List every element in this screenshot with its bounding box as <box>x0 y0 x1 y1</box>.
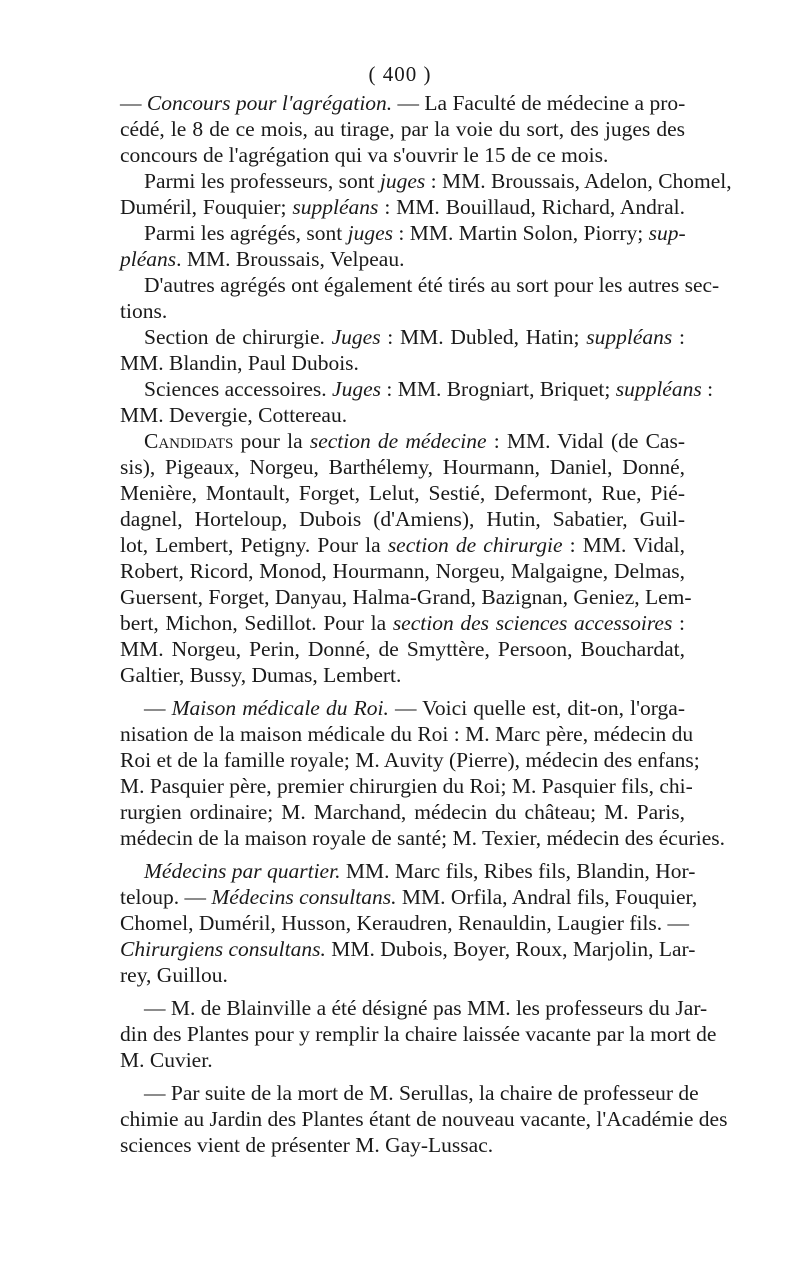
text-line <box>120 825 725 851</box>
text-line <box>120 558 685 584</box>
text-segment: : MM. Martin Solon, Piorry; <box>393 221 649 245</box>
text-segment: — M. de Blainville a été désigné pas MM. les professeurs du Jar- <box>144 996 708 1020</box>
text-segment: M. Pasquier père, premier chirurgien du Roi; M. Pasquier fils, chi- <box>120 774 693 798</box>
text-segment: MM. Marc fils, Ribes fils, Blandin, Hor- <box>340 859 696 883</box>
text-line <box>120 995 708 1021</box>
text-line <box>120 721 694 747</box>
text-segment: MM. Dubois, Boyer, Roux, Marjolin, Lar- <box>325 937 696 961</box>
text-line <box>120 454 685 480</box>
text-segment: bert, Michon, Sedillot. Pour la <box>120 611 393 635</box>
text-line <box>120 402 685 428</box>
italic-text: juges <box>347 221 394 245</box>
text-line <box>120 506 685 532</box>
text-segment: Menière, Montault, Forget, Lelut, Sestié, Defermont, Rue, Pié- <box>120 481 685 505</box>
text-line <box>120 480 685 506</box>
text-segment: MM. Devergie, Cottereau. <box>120 403 348 427</box>
text-line <box>120 695 685 721</box>
italic-text: Concours pour l'agrégation. <box>146 91 393 115</box>
text-segment: Duméril, Fouquier; <box>120 195 293 219</box>
text-line <box>120 636 685 662</box>
text-line <box>120 298 685 324</box>
text-segment: Candidats <box>144 429 234 453</box>
italic-text: section des sciences accessoires <box>392 611 673 635</box>
text-line <box>120 584 692 610</box>
text-line <box>120 662 685 688</box>
italic-text: pléans <box>120 247 177 271</box>
italic-text: Chirurgiens consultans. <box>120 937 326 961</box>
text-line <box>120 1080 699 1106</box>
text-segment: — <box>120 91 147 115</box>
text-segment: Parmi les agrégés, sont <box>144 221 348 245</box>
text-line <box>120 884 698 910</box>
text-line <box>120 350 685 376</box>
text-segment: din des Plantes pour y remplir la chaire laissée vacante par la mort de <box>120 1022 717 1046</box>
text-line <box>120 324 685 350</box>
italic-text: sup- <box>648 221 686 245</box>
text-segment: lot, Lembert, Petigny. Pour la <box>120 533 388 557</box>
text-segment: MM. Orfila, Andral fils, Fouquier, <box>396 885 698 909</box>
text-segment: M. Cuvier. <box>120 1048 213 1072</box>
text-segment: Roi et de la famille royale; M. Auvity (Pierre), médecin des enfans; <box>120 748 700 772</box>
text-segment: nisation de la maison médicale du Roi : M. Marc père, médecin du <box>120 722 694 746</box>
text-segment: — La Faculté de médecine a pro- <box>392 91 686 115</box>
text-line <box>120 532 685 558</box>
text-segment: — Voici quelle est, dit-on, l'orga- <box>388 696 685 720</box>
text-line <box>120 142 685 168</box>
italic-text: Maison médicale du Roi. <box>171 696 389 720</box>
text-line <box>120 116 685 142</box>
italic-text: Juges <box>332 377 381 401</box>
text-line <box>120 1021 717 1047</box>
text-segment: sciences vient de présenter M. Gay-Lussac. <box>120 1133 494 1157</box>
text-segment: : <box>701 377 714 401</box>
italic-text: section de médecine <box>309 429 487 453</box>
text-line <box>120 194 685 220</box>
text-segment: : MM. Dubled, Hatin; <box>380 325 587 349</box>
text-segment: Galtier, Bussy, Dumas, Lembert. <box>120 663 402 687</box>
text-segment: MM. Norgeu, Perin, Donné, de Smyttère, Persoon, Bouchardat, <box>120 637 685 661</box>
text-segment: MM. Blandin, Paul Dubois. <box>120 351 359 375</box>
text-line <box>120 428 685 454</box>
text-segment: concours de l'agrégation qui va s'ouvrir le 15 de ce mois. <box>120 143 609 167</box>
text-segment: : MM. Bouillaud, Richard, Andral. <box>378 195 685 219</box>
text-line <box>120 272 720 298</box>
text-line <box>120 799 685 825</box>
text-line <box>120 1106 728 1132</box>
text-line <box>120 376 714 402</box>
italic-text: Médecins par quartier. <box>144 859 341 883</box>
italic-text: Médecins consultans. <box>211 885 397 909</box>
text-segment: : <box>672 611 685 635</box>
text-line <box>120 90 685 116</box>
text-segment: cédé, le 8 de ce mois, au tirage, par la voie du sort, des juges des <box>120 117 685 141</box>
text-line <box>120 773 693 799</box>
text-segment: . MM. Broussais, Velpeau. <box>176 247 405 271</box>
italic-text: Juges <box>331 325 381 349</box>
text-segment: pour la <box>233 429 310 453</box>
italic-text: section de chirurgie <box>387 533 563 557</box>
text-line <box>120 936 696 962</box>
text-segment: teloup. — <box>120 885 212 909</box>
text-segment: Robert, Ricord, Monod, Hourmann, Norgeu, Malgaigne, Delmas, <box>120 559 685 583</box>
text-line <box>120 962 685 988</box>
text-line <box>120 1047 685 1073</box>
text-line <box>120 858 696 884</box>
text-line <box>120 910 690 936</box>
text-segment: : MM. Brogniart, Briquet; <box>381 377 616 401</box>
text-line <box>120 610 685 636</box>
text-segment: : MM. Vidal, <box>562 533 685 557</box>
italic-text: juges <box>379 169 426 193</box>
italic-text: suppléans <box>615 377 702 401</box>
body-text <box>120 90 732 1158</box>
text-segment: — Par suite de la mort de M. Serullas, la chaire de professeur de <box>144 1081 699 1105</box>
text-segment: Sciences accessoires. <box>144 377 333 401</box>
text-segment: : MM. Vidal (de Cas- <box>486 429 685 453</box>
text-segment: médecin de la maison royale de santé; M. Texier, médecin des écuries. <box>120 826 725 850</box>
text-segment: — <box>144 696 172 720</box>
text-segment: : MM. Broussais, Adelon, Chomel, <box>425 169 732 193</box>
text-segment: rey, Guillou. <box>120 963 228 987</box>
text-segment: Section de chirurgie. <box>144 325 332 349</box>
text-line <box>120 220 685 246</box>
text-line <box>120 1132 685 1158</box>
text-segment: sis), Pigeaux, Norgeu, Barthélemy, Hourmann, Daniel, Donné, <box>120 455 685 479</box>
italic-text: suppléans <box>292 195 379 219</box>
text-line <box>120 747 700 773</box>
text-segment: Guersent, Forget, Danyau, Halma-Grand, Bazignan, Geniez, Lem- <box>120 585 692 609</box>
text-segment: Chomel, Duméril, Husson, Keraudren, Renauldin, Laugier fils. — <box>120 911 690 935</box>
text-line <box>120 168 732 194</box>
italic-text: suppléans <box>586 325 673 349</box>
page-number: ( 400 ) <box>368 62 432 86</box>
text-segment: : <box>672 325 685 349</box>
text-segment: rurgien ordinaire; M. Marchand, médecin du château; M. Paris, <box>120 800 685 824</box>
text-line <box>120 246 685 272</box>
text-segment: dagnel, Horteloup, Dubois (d'Amiens), Hutin, Sabatier, Guil- <box>120 507 685 531</box>
text-segment: chimie au Jardin des Plantes étant de nouveau vacante, l'Académie des <box>120 1107 728 1131</box>
text-segment: D'autres agrégés ont également été tirés au sort pour les autres sec- <box>144 273 720 297</box>
text-segment: tions. <box>120 299 168 323</box>
text-segment: Parmi les professeurs, sont <box>144 169 380 193</box>
